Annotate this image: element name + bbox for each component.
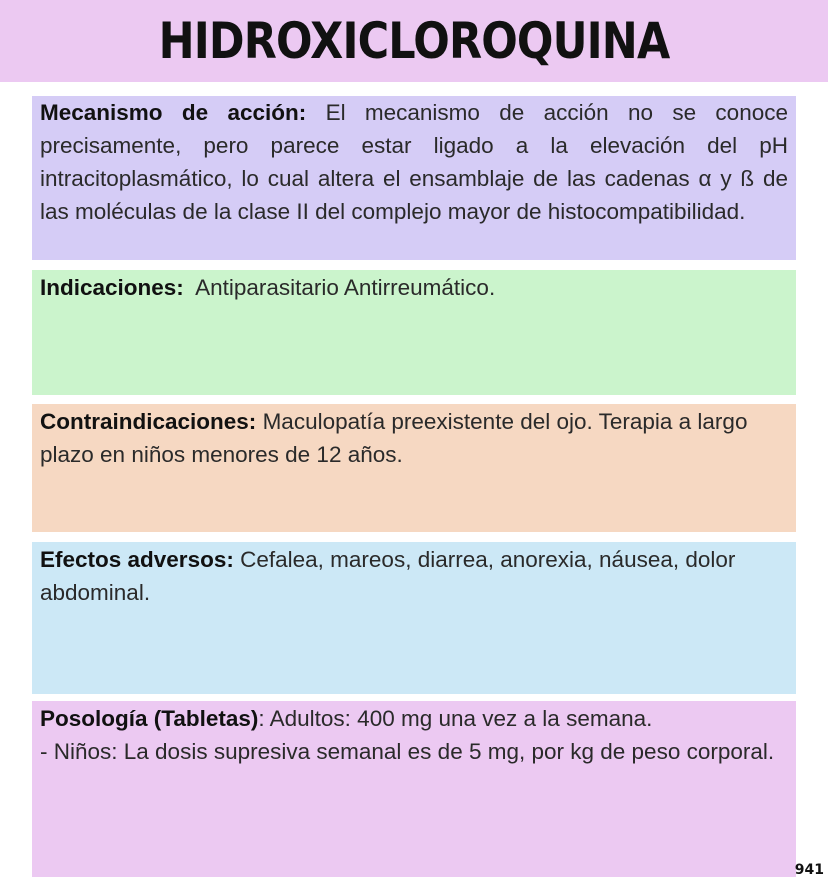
section-text: : Adultos: 400 mg una vez a la semana. (258, 706, 653, 731)
posologia-line-2: - Niños: La dosis supresiva semanal es de 5 mg, por kg de peso corporal. (40, 739, 775, 764)
section-posologia (32, 701, 796, 877)
section-indicaciones (32, 270, 796, 395)
page-title: HIDROXICLOROQUINA (158, 12, 670, 70)
section-label: Mecanismo de acción: (40, 100, 307, 125)
section-label: Contraindicaciones: (40, 409, 257, 434)
section-efectos-adversos (32, 542, 796, 694)
section-mecanismo (32, 96, 796, 260)
section-label: Efectos adversos: (40, 547, 234, 572)
section-text: Cefalea, mareos, diarrea, anorexia, náusea, dolor abdominal. (40, 547, 736, 605)
section-text: Maculopatía preexistente del ojo. Terapia a largo plazo en niños menores de 12 años. (40, 409, 748, 467)
page-number: 941 (794, 862, 824, 878)
posologia-line-1 (40, 702, 788, 735)
section-label: Posología (Tabletas) (40, 706, 259, 731)
section-text: El mecanismo de acción no se conoce precisamente, pero parece estar ligado a la elevación del pH intracitoplasmático, lo cual altera el ensamblaje de las cadenas α y ß de las moléculas de la clase II del complejo mayor de histocompatibilidad. (40, 100, 788, 224)
section-contraindicaciones (32, 404, 796, 532)
section-label: Indicaciones: (40, 275, 184, 300)
section-text: Antiparasitario Antirreumático. (195, 275, 496, 300)
